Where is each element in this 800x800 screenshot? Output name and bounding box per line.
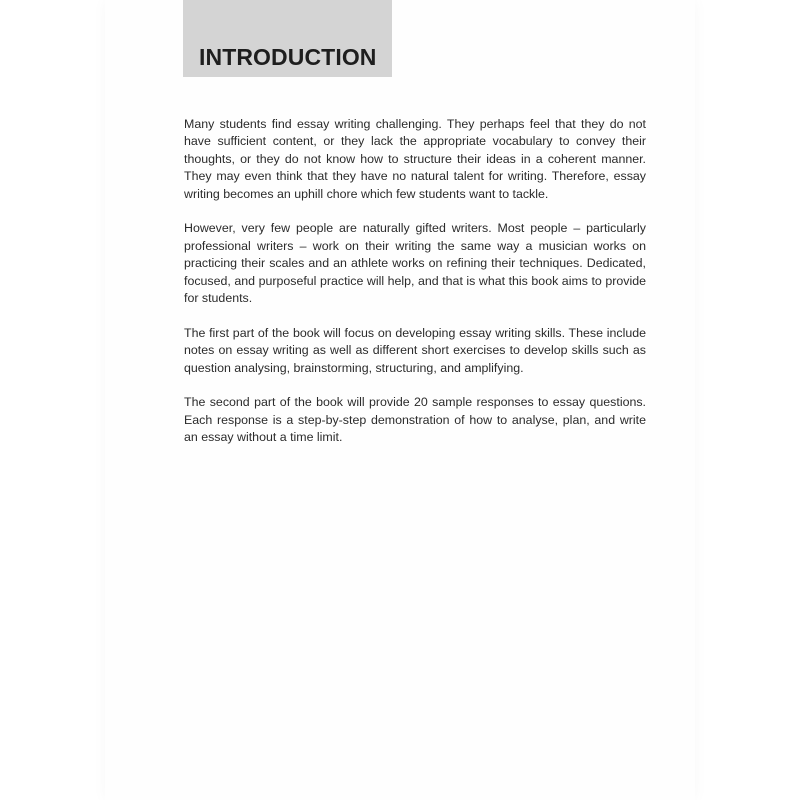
heading-banner: [183, 0, 392, 77]
page-title: INTRODUCTION: [199, 44, 377, 70]
paragraph-1: Many students find essay writing challenging. They perhaps feel that they do not have sufficient content, or they lack the appropriate vocabulary to convey their thoughts, or they do not know how to structure their ideas in a coherent manner. They may even think that they have no natural talent for writing. Therefore, essay writing becomes an uphill chore which few students want to tackle.: [184, 117, 646, 201]
body-text: [184, 116, 646, 464]
paragraph-3: The first part of the book will focus on developing essay writing skills. These include notes on essay writing as well as different short exercises to develop skills such as question analysing, brainstorming, structuring, and amplifying.: [184, 325, 646, 375]
paragraph-4: The second part of the book will provide 20 sample responses to essay questions. Each response is a step-by-step demonstration of how to analyse, plan, and write an essay without a time limit.: [184, 395, 646, 445]
paragraph-2: However, very few people are naturally gifted writers. Most people – particularly professional writers – work on their writing the same way a musician works on practicing their scales and an athlete works on refining their techniques. Dedicated, focused, and purposeful practice will help, and that is what this book aims to provide for students.: [184, 221, 646, 306]
